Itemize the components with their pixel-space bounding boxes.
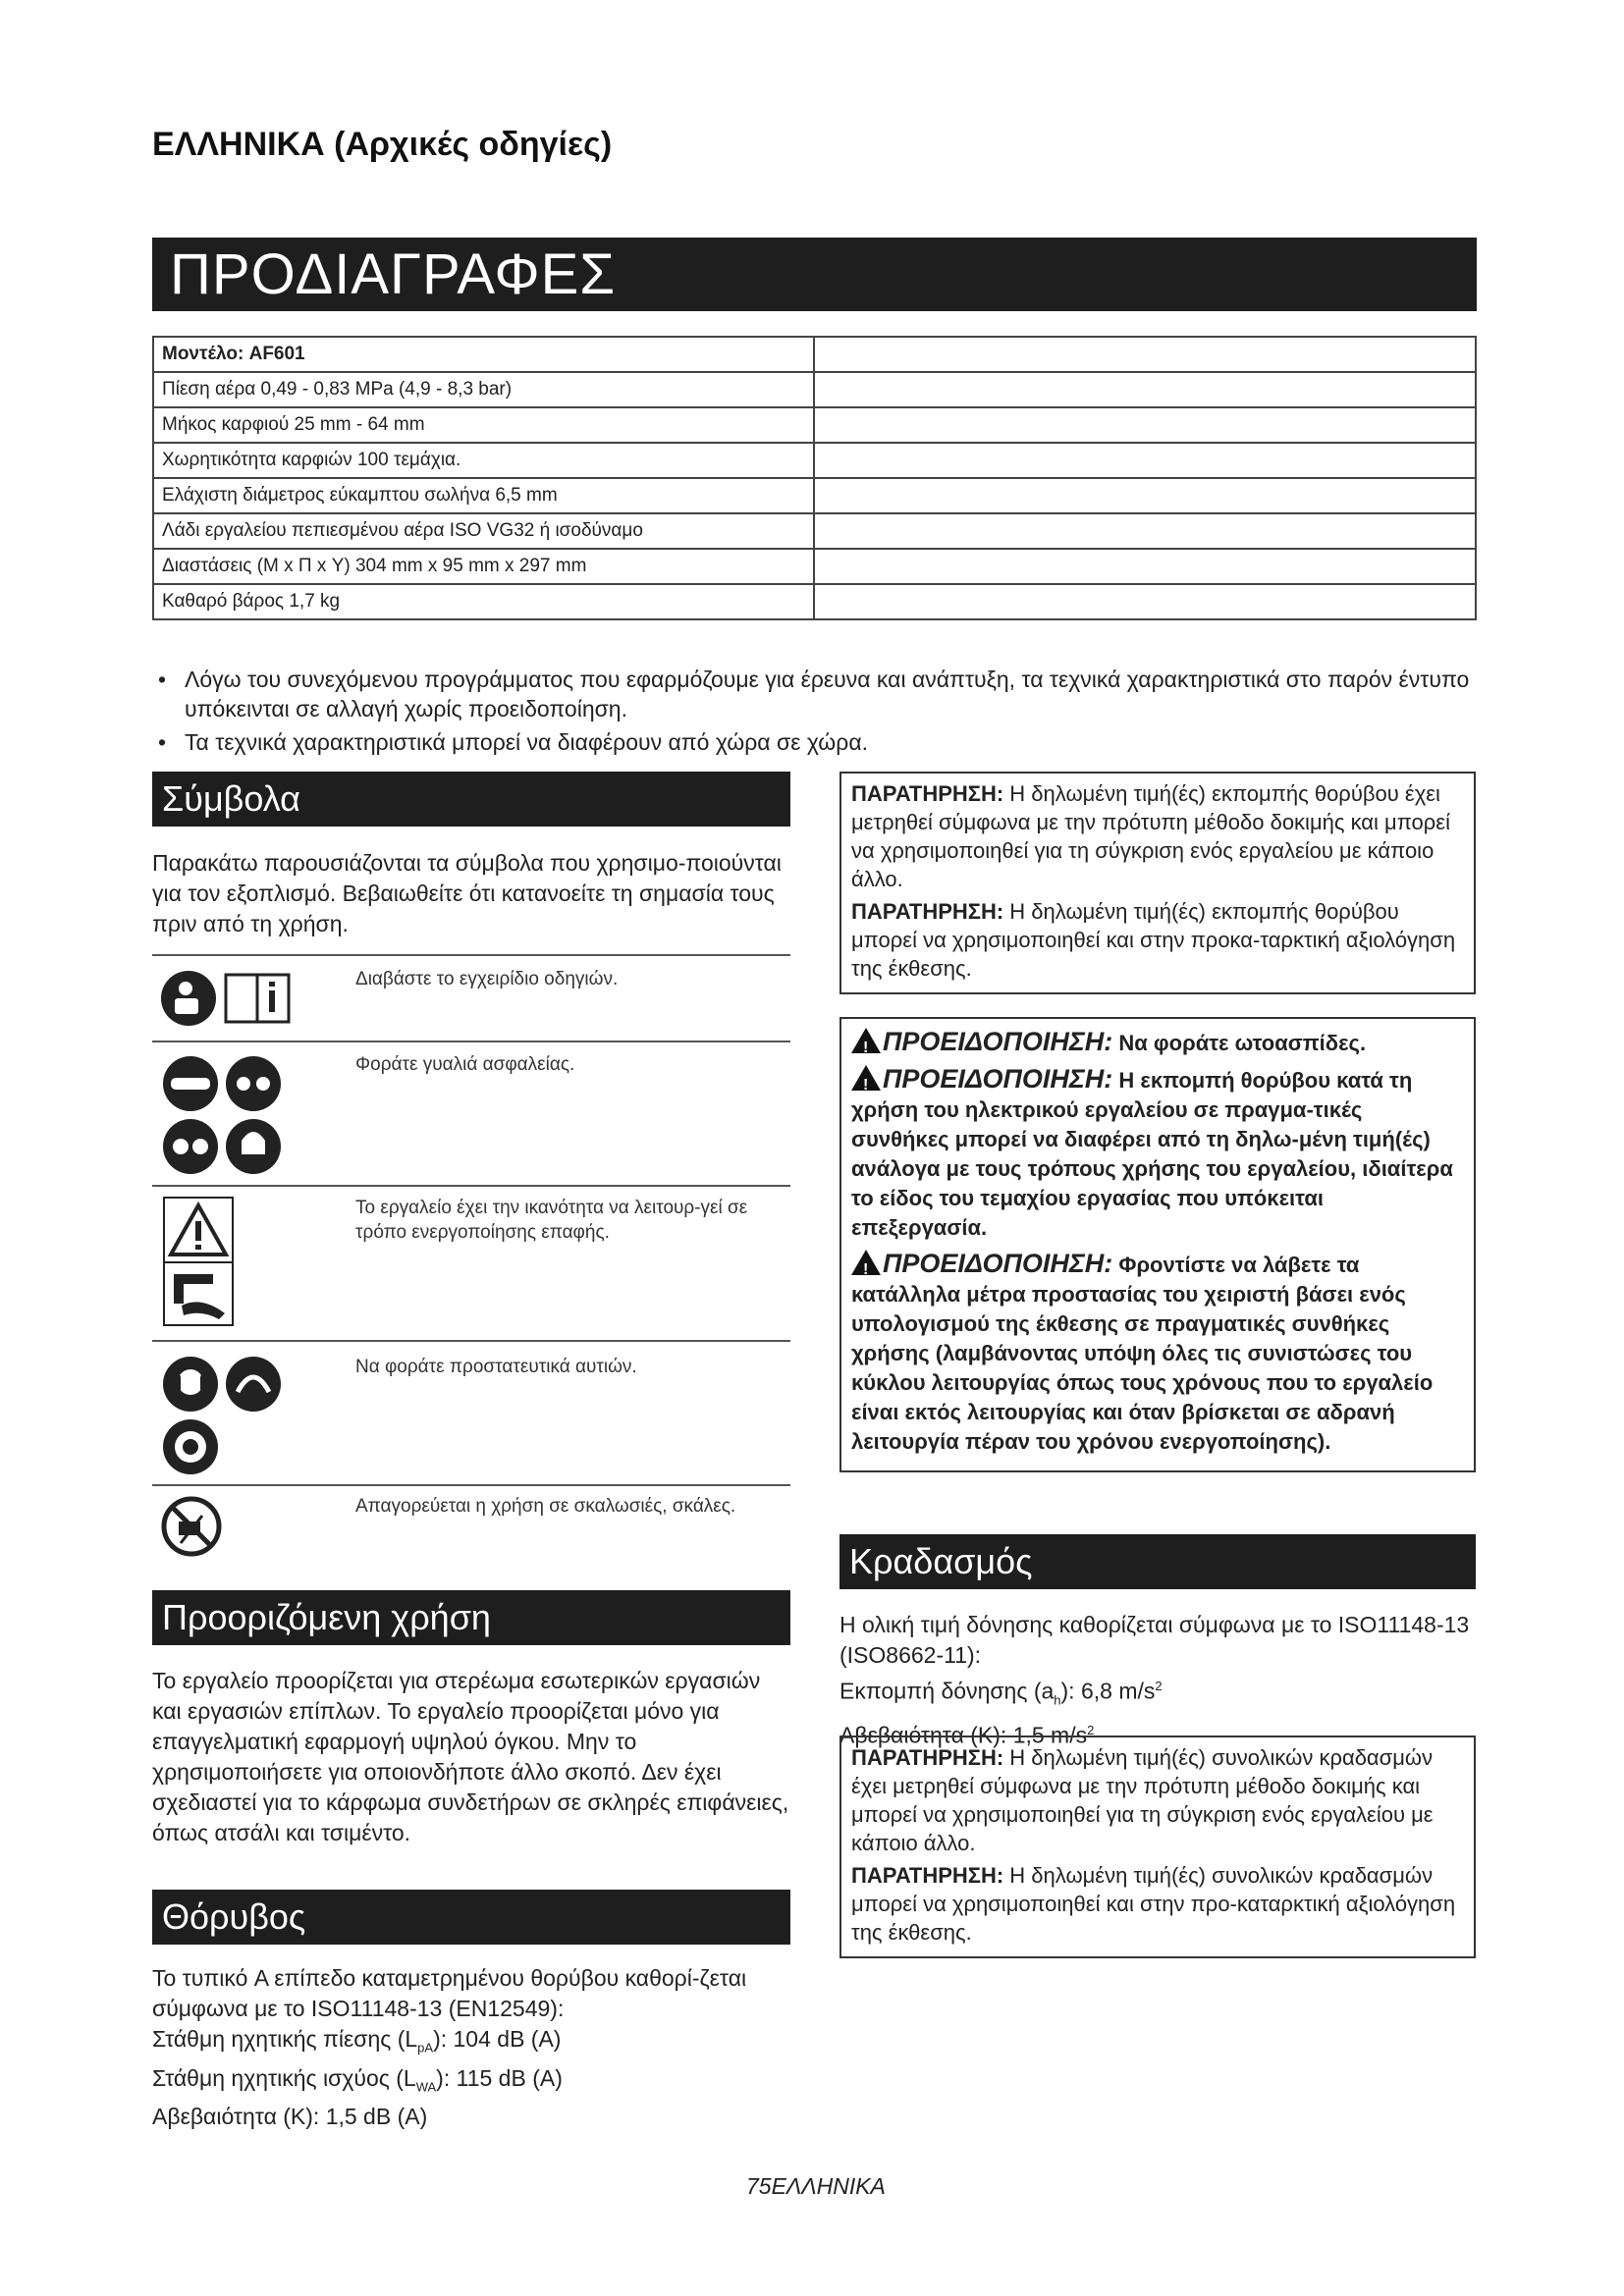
vibration-block [839, 1610, 1478, 1751]
symbol-text: Διαβάστε το εγχειρίδιο οδηγιών. [355, 969, 619, 989]
table-row [153, 584, 1476, 619]
spec-net-weight: Καθαρό βάρος 1,7 kg [153, 584, 814, 619]
spec-tool-oil: Λάδι εργαλείου πεπιεσμένου αέρα ISO VG32 ή ισοδύναμο [153, 513, 814, 549]
spec-dimensions: Διαστάσεις (Μ x Π x Υ) 304 mm x 95 mm x 297 mm [153, 549, 814, 584]
safety-glasses-icon [159, 1052, 297, 1180]
vibration-note-box [839, 1735, 1476, 1958]
table-row [153, 443, 1476, 478]
spec-model: Μοντέλο: AF601 [153, 337, 814, 372]
contact-actuation-warning-icon [162, 1196, 241, 1333]
noise-warning-box [839, 1017, 1476, 1472]
intended-use-text: Το εργαλείο προορίζεται για στερέωμα εσωτερικών εργασιών και εργασιών επίπλων. Το εργαλείο προορίζεται μόνο για επαγγελματική εφαρμογή υψηλού όγκου. Μην το χρησιμοποιήσετε για οποιονδήποτε άλλο σκοπό. Δεν έχει σχεδιαστεί για το κάρφωμα συνδετήρων σε σκληρές επιφάνειες, όπως ατσάλι και τσιμέντο. [152, 1668, 789, 1845]
vibration-heading: Κραδασμός [839, 1534, 1476, 1589]
no-scaffold-icon [159, 1494, 228, 1563]
symbol-text: Να φοράτε προστατευτικά αυτιών. [355, 1357, 637, 1377]
table-row [153, 337, 1476, 372]
vibration-note-1: ΠΑΡΑΤΗΡΗΣΗ: Η δηλωμένη τιμή(ές) συνολικών κραδασμών έχει μετρηθεί σύμφωνα με την πρότυπη μέθοδο δοκιμής και μπορεί να χρησιμοποιηθεί για τη σύγκριση ενός εργαλείου με κάποιο άλλο. [851, 1745, 1434, 1855]
table-row [153, 407, 1476, 443]
warning-triangle-icon [851, 1028, 881, 1053]
intended-use-heading: Προοριζόμενη χρήση [152, 1590, 790, 1645]
noise-note-1: ΠΑΡΑΤΗΡΗΣΗ: Η δηλωμένη τιμή(ές) εκπομπής θορύβου έχει μετρηθεί σύμφωνα με την πρότυπη μέθοδο δοκιμής και μπορεί να χρησιμοποιηθεί για τη σύγκριση ενός εργαλείου με κάποιο άλλο. [851, 781, 1451, 891]
noise-note-2: ΠΑΡΑΤΗΡΗΣΗ: Η δηλωμένη τιμή(ές) εκπομπής θορύβου μπορεί να χρησιμοποιηθεί και στην προκα-ταρκτική αξιολόγηση της έκθεσης. [851, 899, 1456, 981]
warning-1: !ΠΡΟΕΙΔΟΠΟΙΗΣΗ: Να φοράτε ωτοασπίδες. [851, 1027, 1464, 1058]
table-row [153, 478, 1476, 513]
symbols-heading: Σύμβολα [152, 772, 790, 827]
warning-triangle-icon [851, 1250, 881, 1275]
table-row [153, 372, 1476, 407]
language-title: ΕΛΛΗΝΙΚΑ (Αρχικές οδηγίες) [152, 126, 613, 163]
specifications-table [152, 336, 1477, 620]
divider [152, 954, 790, 956]
noise-block [152, 1963, 800, 2132]
symbols-intro: Παρακάτω παρουσιάζονται τα σύμβολα που χρησιμο-ποιούνται για τον εξοπλισμό. Βεβαιωθείτε ότι κατανοείτε τη σημασία τους πριν από τη χρήση. [152, 850, 782, 936]
symbol-text: Το εργαλείο έχει την ικανότητα να λειτουρ-γεί σε τρόπο ενεργοποίησης επαφής. [355, 1198, 748, 1243]
vibration-intro: Η ολική τιμή δόνησης καθορίζεται σύμφωνα με το ISO11148-13 (ISO8662-11): [839, 1612, 1470, 1668]
spec-hose-diameter: Ελάχιστη διάμετρος εύκαμπτου σωλήνα 6,5 mm [153, 478, 814, 513]
spec-note-bullet: • Λόγω του συνεχόμενου προγράμματος που εφαρμόζουμε για έρευνα και ανάπτυξη, τα τεχνικά χαρακτηριστικά στο παρόν έντυπο υπόκεινται σε αλλαγή χωρίς προειδοποίηση. [152, 665, 1488, 723]
sound-pressure-level: Στάθμη ηχητικής πίεσης $(L_{pA})$: 104 dB (A) [152, 2026, 562, 2056]
table-row [153, 513, 1476, 549]
noise-note-box [839, 772, 1476, 994]
noise-intro: Το τυπικό A επίπεδο καταμετρημένου θορύβου καθορί-ζεται σύμφωνα με το ISO11148-13 (EN12549): [152, 1965, 747, 2021]
spec-air-pressure: Πίεση αέρα 0,49 - 0,83 MPa (4,9 - 8,3 bar) [153, 372, 814, 407]
symbol-text: Φοράτε γυαλιά ασφαλείας. [355, 1054, 575, 1075]
sound-power-level: Στάθμη ηχητικής ισχύος $(L_{WA})$: 115 dB (A) [152, 2064, 563, 2095]
warning-triangle-icon [851, 1065, 881, 1091]
vibration-note-2: ΠΑΡΑΤΗΡΗΣΗ: Η δηλωμένη τιμή(ές) συνολικών κραδασμών μπορεί να χρησιμοποιηθεί και στην προ-καταρκτική αξιολόγηση της έκθεσης. [851, 1863, 1456, 1945]
warning-2: !ΠΡΟΕΙΔΟΠΟΙΗΣΗ: Η εκπομπή θορύβου κατά τη χρήση του ηλεκτρικού εργαλείου σε πραγμα-τικές συνθήκες μπορεί να διαφέρει από τη δηλω-μένη τιμή(ές) ανάλογα με τους τρόπους χρήσης του εργαλείου, ιδιαίτερα το είδος του τεμαχίου εργασίας που υπόκειται επεξεργασία. [851, 1064, 1464, 1243]
spec-nail-capacity: Χωρητικότητα καρφιών 100 τεμάχια. [153, 443, 814, 478]
noise-uncertainty: Αβεβαιότητα (K): 1,5 dB (A) [152, 2104, 428, 2130]
spec-nail-length: Μήκος καρφιού 25 mm - 64 mm [153, 407, 814, 443]
read-manual-icon [159, 967, 306, 1036]
divider [152, 1340, 790, 1342]
spec-notes [152, 665, 1488, 761]
ear-protection-icon [159, 1353, 297, 1480]
divider [152, 1185, 790, 1187]
page-footer: 75ΕΛΛΗΝΙΚΑ [746, 2173, 886, 2199]
symbol-text: Απαγορεύεται η χρήση σε σκαλωσιές, σκάλες. [355, 1496, 736, 1517]
table-row [153, 549, 1476, 584]
spec-note-bullet: • Τα τεχνικά χαρακτηριστικά μπορεί να διαφέρουν από χώρα σε χώρα. [152, 727, 1488, 757]
vibration-emission: Εκπομπή δόνησης $(a_h)$: 6,8 $m/s^2$ [839, 1678, 1163, 1708]
divider [152, 1041, 790, 1042]
vibration-uncertainty: Αβεβαιότητα (K): 1,5 $m/s^2$ [839, 1722, 1095, 1748]
warning-3: !ΠΡΟΕΙΔΟΠΟΙΗΣΗ: Φροντίστε να λάβετε τα κατάλληλα μέτρα προστασίας του χειριστή βάσει ενός υπολογισμού της έκθεσης σε πραγματικές συνθήκες χρήσης (λαμβάνοντας υπόψη όλες τις συνιστώσες του κύκλου λειτουργίας όπως τους χρόνους που το εργαλείο είναι εκτός λειτουργίας και όταν βρίσκεται σε αδρανή λειτουργία πέραν του χρόνου ενεργοποίησης). [851, 1249, 1464, 1457]
divider [152, 1484, 790, 1486]
specifications-heading: ΠΡΟΔΙΑΓΡΑΦΕΣ [152, 238, 1477, 311]
noise-heading: Θόρυβος [152, 1890, 790, 1945]
